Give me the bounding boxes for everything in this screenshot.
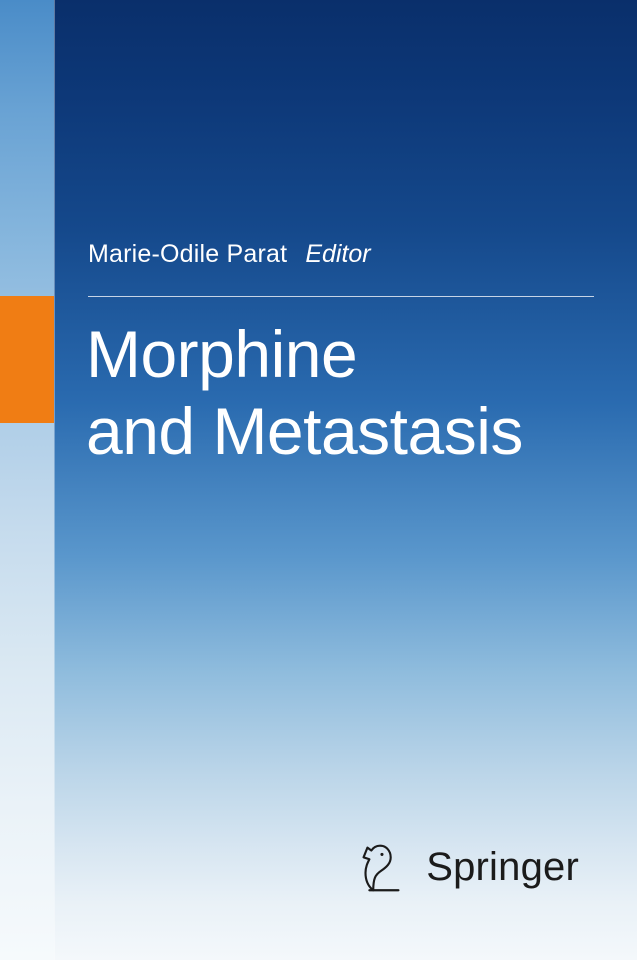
spine-divider [54,0,55,960]
title-line-2: and Metastasis [86,394,523,469]
page-title [86,316,606,470]
springer-knight-icon [350,836,412,898]
title-divider-rule [88,296,594,297]
publisher-block [350,836,579,898]
editor-role: Editor [305,240,371,268]
title-line-1: Morphine [86,317,358,391]
editor-name: Marie-Odile Parat [88,240,288,268]
publisher-name: Springer [426,844,579,889]
spine-band [0,0,54,960]
spine-accent-block [0,296,54,423]
editor-credit [88,240,588,269]
